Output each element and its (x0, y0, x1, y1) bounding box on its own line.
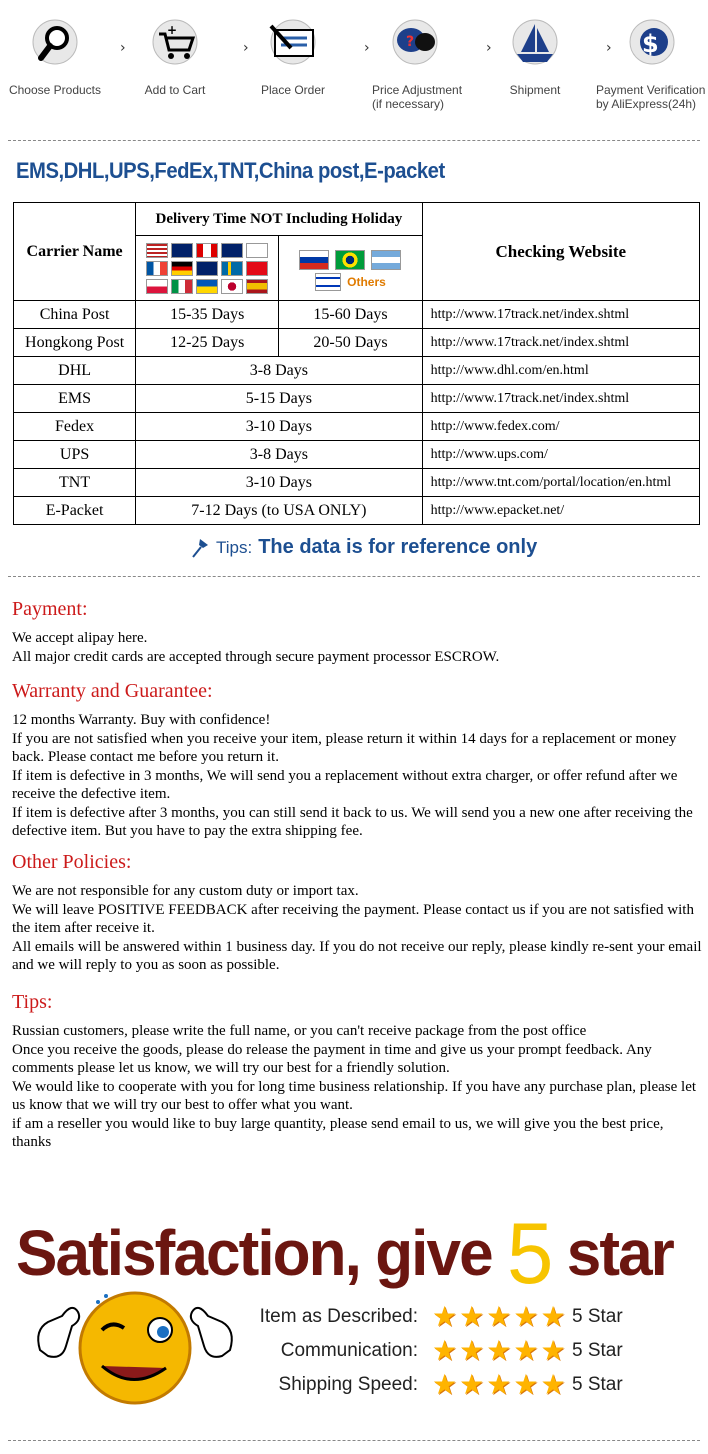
tips-section: Tips: Russian customers, please write the full name, or you can't receive package from the post office Once you receive the goods, please do release the payment in time and give us your prompt feedback. Any comments please let us know, we will try our best for a friendly solution. We would like to cooperate with you for long time business relationship. If you have any purchase plan, please let us know that we will try our best to offer what you want. if am a reseller you would like to buy large quantity, please send email to us, we will give you the best price, thanks (12, 990, 702, 1152)
cart-icon (143, 18, 207, 74)
section-title: Payment: (12, 598, 88, 620)
step-label: Shipment (509, 83, 561, 97)
ship-icon (503, 18, 567, 74)
country-flags-icon (279, 246, 421, 270)
step-label: Add to Cart (144, 83, 206, 97)
winking-smiley-icon (30, 1278, 240, 1408)
table-row: EMS 5-15 Days http://www.17track.net/index.shtml (14, 385, 700, 413)
arrow-icon: › (486, 40, 492, 56)
rating-row: Shipping Speed: ★ ★ ★ ★ ★ 5 Star (278, 1369, 623, 1400)
flags-group-2 (279, 236, 422, 301)
star-icon: ★ (540, 1335, 566, 1366)
star-icon: ★ (459, 1335, 485, 1366)
payment-globe-icon (620, 18, 684, 74)
step-label: Price Adjustment (if necessary) (372, 83, 463, 111)
tips-text: The data is for reference only (258, 536, 538, 558)
section-title: Other Policies: (12, 851, 132, 873)
warranty-section: Warranty and Guarantee: 12 months Warranty. Buy with confidence! If you are not satisfied when you receive your item, please return it within 14 days for a replacement or money back. Please contact me before you return it. If item is defective in 3 months, We will send you a replacement without extra charger, or offer refund after we receive the defective item. If item is defective after 3 months, you can still send it back to us. We will send you a new one after receiving the defective item. But you have to pay the extra shipping fee. (12, 679, 702, 841)
divider (8, 140, 700, 141)
header-delivery: Delivery Time NOT Including Holiday (136, 203, 422, 236)
star-icon: ★ (486, 1301, 512, 1332)
seller-ratings (258, 1300, 623, 1402)
step-shipment (480, 18, 590, 97)
table-row: TNT 3-10 Days http://www.tnt.com/portal/location/en.html (14, 469, 700, 497)
star-icon: ★ (432, 1369, 458, 1400)
step-label: Choose Products (8, 83, 102, 97)
flags-group-1 (136, 236, 279, 301)
rating-row: Communication: ★ ★ ★ ★ ★ 5 Star (280, 1335, 623, 1366)
step-price-adjustment (360, 18, 470, 111)
section-title: Tips: (12, 991, 53, 1013)
tips-line (190, 536, 537, 559)
country-flags-icon (136, 240, 278, 297)
order-form-icon (261, 18, 325, 74)
table-row: DHL 3-8 Days http://www.dhl.com/en.html (14, 357, 700, 385)
star-rating-icon (432, 1303, 566, 1331)
tracking-link[interactable]: http://www.epacket.net/ (422, 497, 699, 525)
others-label: Others (347, 274, 386, 289)
tracking-link[interactable]: http://www.dhl.com/en.html (422, 357, 699, 385)
arrow-icon: › (364, 40, 370, 56)
magnifier-icon (23, 18, 87, 74)
star-icon: ★ (486, 1335, 512, 1366)
table-row: E-Packet 7-12 Days (to USA ONLY) http://www.epacket.net/ (14, 497, 700, 525)
step-label: Payment Verification by AliExpress(24h) (596, 83, 706, 111)
table-row: Hongkong Post 12-25 Days 20-50 Days http://www.17track.net/index.shtml (14, 329, 700, 357)
pushpin-icon (190, 537, 210, 559)
divider (8, 576, 700, 577)
svg-text:?: ? (406, 34, 415, 50)
svg-text:$: $ (642, 30, 659, 58)
step-place-order (238, 18, 348, 97)
step-label: Place Order (260, 83, 326, 97)
svg-text:+: + (167, 23, 178, 37)
step-add-to-cart (120, 18, 230, 97)
arrow-icon: › (606, 40, 612, 56)
payment-section: Payment: We accept alipay here. All major credit cards are accepted through secure payment processor ESCROW. (12, 597, 702, 666)
header-checking-website: Checking Website (422, 203, 699, 301)
tips-label: Tips: (216, 537, 253, 557)
other-policies-section: Other Policies: We are not responsible for any custom duty or import tax. We will leave POSITIVE FEEDBACK after receiving the payment. Please contact us if you are not satisfied with the item after receive it. All emails will be answered within 1 business day. If you do not receive our reply, please kindly re-sent your email and we will reply to you as soon as possible. (12, 851, 702, 973)
tracking-link[interactable]: http://www.fedex.com/ (422, 413, 699, 441)
step-choose-products (0, 18, 110, 97)
carriers-heading: EMS,DHL,UPS,FedEx,TNT,China post,E-packet (16, 158, 445, 183)
arrow-icon: › (120, 40, 126, 56)
arrow-icon: › (243, 40, 249, 56)
star-rating-icon (432, 1337, 566, 1365)
section-title: Warranty and Guarantee: (12, 680, 213, 702)
tracking-link[interactable]: http://www.17track.net/index.shtml (422, 385, 699, 413)
order-process-steps (0, 18, 708, 118)
star-icon: ★ (459, 1301, 485, 1332)
step-payment-verification (596, 18, 708, 111)
divider (8, 1440, 700, 1441)
star-icon: ★ (513, 1301, 539, 1332)
star-icon: ★ (459, 1369, 485, 1400)
star-icon: ★ (513, 1369, 539, 1400)
shipping-table (13, 202, 700, 525)
tracking-link[interactable]: http://www.tnt.com/portal/location/en.html (422, 469, 699, 497)
tracking-link[interactable]: http://www.17track.net/index.shtml (422, 301, 699, 329)
star-icon: ★ (540, 1301, 566, 1332)
table-row: China Post 15-35 Days 15-60 Days http://www.17track.net/index.shtml (14, 301, 700, 329)
star-icon: ★ (540, 1369, 566, 1400)
table-row: Fedex 3-10 Days http://www.fedex.com/ (14, 413, 700, 441)
tracking-link[interactable]: http://www.17track.net/index.shtml (422, 329, 699, 357)
chat-question-icon (383, 18, 447, 74)
star-icon: ★ (432, 1301, 458, 1332)
rating-row: Item as Described: ★ ★ ★ ★ ★ 5 Star (259, 1301, 623, 1332)
star-icon: ★ (432, 1335, 458, 1366)
satisfaction-headline: Satisfaction, give 5 star (16, 1206, 673, 1302)
star-icon: ★ (513, 1335, 539, 1366)
star-rating-icon (432, 1371, 566, 1399)
header-carrier: Carrier Name (14, 203, 136, 301)
tracking-link[interactable]: http://www.ups.com/ (422, 441, 699, 469)
star-icon: ★ (486, 1369, 512, 1400)
table-row: UPS 3-8 Days http://www.ups.com/ (14, 441, 700, 469)
